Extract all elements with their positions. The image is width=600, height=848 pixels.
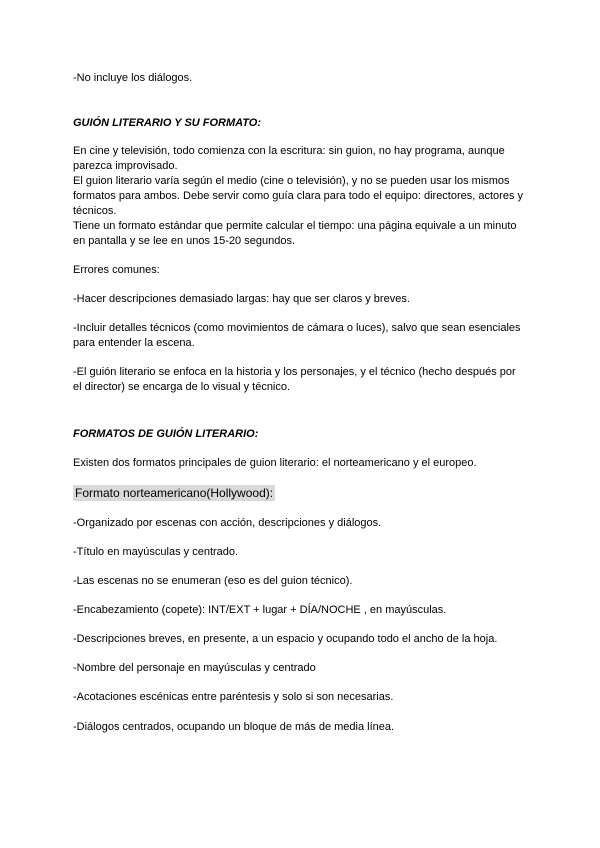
format-item: -Organizado por escenas con acción, descripciones y diálogos. [73, 517, 382, 529]
paragraph-line: formatos para ambos. Debe servir como guía clara para todo el equipo: directores, actores y [73, 190, 524, 202]
paragraph-line: Tiene un formato estándar que permite calcular el tiempo: una página equivale a un minuto [73, 220, 517, 232]
highlighted-subheading: Formato norteamericano(Hollywood): [75, 486, 274, 500]
section-heading-guion-literario: GUIÓN LITERARIO Y SU FORMATO: [73, 117, 262, 129]
format-item: -Descripciones breves, en presente, a un espacio y ocupando todo el ancho de la hoja. [73, 633, 498, 645]
paragraph-line: El guion literario varía según el medio (cine o televisión), y no se pueden usar los mismos [73, 175, 510, 187]
format-item: -Encabezamiento (copete): INT/EXT + lugar + DÍA/NOCHE , en mayúsculas. [73, 604, 447, 616]
formats-intro: Existen dos formatos principales de guion literario: el norteamericano y el europeo. [73, 457, 477, 469]
paragraph-line: técnicos. [73, 205, 117, 217]
error-item-line: -El guión literario se enfoca en la historia y los personajes, y el técnico (hecho después por [73, 366, 516, 378]
paragraph-line: En cine y televisión, todo comienza con la escritura: sin guion, no hay programa, aunque [73, 145, 505, 157]
error-item-line: -Incluir detalles técnicos (como movimientos de cámara o luces), salvo que sean esenciales [73, 322, 521, 334]
paragraph-line: en pantalla y se lee en unos 15-20 segundos. [73, 235, 295, 247]
intro-line: -No incluye los diálogos. [73, 72, 193, 84]
format-item: -Las escenas no se enumeran (eso es del guion técnico). [73, 575, 353, 587]
format-item: -Diálogos centrados, ocupando un bloque de más de media línea. [73, 721, 395, 733]
format-item: -Nombre del personaje en mayúsculas y centrado [73, 662, 316, 674]
format-item: -Título en mayúsculas y centrado. [73, 546, 239, 558]
error-item [73, 365, 533, 395]
section-paragraph [73, 144, 533, 249]
paragraph-line: parezca improvisado. [73, 160, 178, 172]
errors-title: Errores comunes: [73, 264, 160, 276]
error-item [73, 321, 533, 351]
error-item: -Hacer descripciones demasiado largas: hay que ser claros y breves. [73, 293, 410, 305]
error-item-line: para entender la escena. [73, 337, 195, 349]
subheading-formato-norteamericano [73, 486, 533, 502]
error-item-line: el director) se encarga de lo visual y técnico. [73, 381, 291, 393]
section-heading-formatos: FORMATOS DE GUIÓN LITERARIO: [73, 428, 259, 440]
format-item: -Acotaciones escénicas entre paréntesis y solo si son necesarias. [73, 691, 394, 703]
